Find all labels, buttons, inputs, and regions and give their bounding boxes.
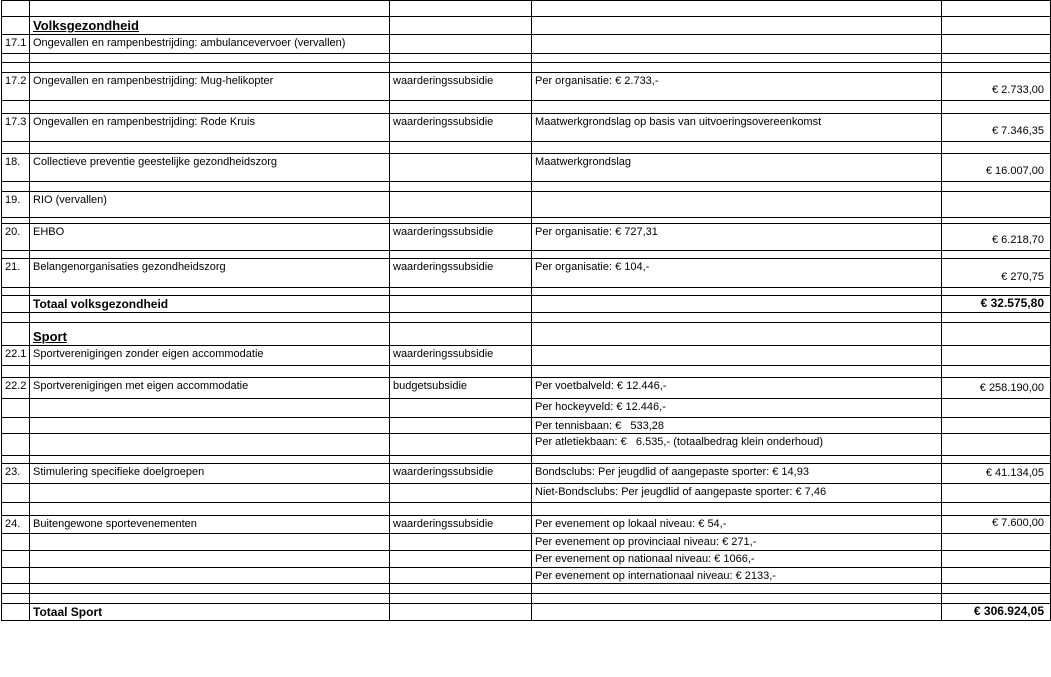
item-row — [2, 114, 1051, 142]
subsidy-type-cell — [390, 604, 532, 621]
amount-cell — [942, 142, 1051, 154]
subsidy-type-cell — [390, 288, 532, 296]
amount-cell — [942, 288, 1051, 296]
subsidy-type-cell — [390, 568, 532, 584]
description-cell: Totaal volksgezondheid — [30, 296, 390, 313]
grondslag-cell — [532, 251, 942, 259]
item-number-cell: 21. — [2, 259, 30, 288]
amount-cell — [942, 1, 1051, 17]
item-row — [2, 35, 1051, 54]
description-cell — [30, 101, 390, 114]
amount-cell: € 270,75 — [942, 259, 1051, 288]
subsidy-type-cell — [390, 534, 532, 551]
item-number-cell — [2, 594, 30, 604]
item-number-cell: 23. — [2, 464, 30, 484]
amount-cell — [942, 594, 1051, 604]
item-row — [2, 154, 1051, 182]
grondslag-cell — [532, 182, 942, 192]
grondslag-cell: Per hockeyveld: € 12.446,- — [532, 399, 942, 418]
spacer-row — [2, 142, 1051, 154]
grondslag-cell — [532, 503, 942, 516]
spacer-row — [2, 251, 1051, 259]
item-row — [2, 434, 1051, 456]
description-cell: Ongevallen en rampenbestrijding: ambulancevervoer (vervallen) — [30, 35, 390, 54]
item-number-cell — [2, 17, 30, 35]
description-cell — [30, 288, 390, 296]
grondslag-cell: Per evenement op lokaal niveau: € 54,- — [532, 516, 942, 534]
spacer-row — [2, 584, 1051, 594]
subsidy-type-cell — [390, 323, 532, 346]
amount-cell: € 41.134,05 — [942, 464, 1051, 484]
description-cell: Sportverenigingen zonder eigen accommodatie — [30, 346, 390, 366]
spacer-row — [2, 456, 1051, 464]
section-row — [2, 323, 1051, 346]
grondslag-cell — [532, 584, 942, 594]
grondslag-cell — [532, 296, 942, 313]
amount-cell — [942, 101, 1051, 114]
total-row — [2, 296, 1051, 313]
item-number-cell — [2, 182, 30, 192]
description-cell: Ongevallen en rampenbestrijding: Rode Kruis — [30, 114, 390, 142]
spacer-row — [2, 54, 1051, 63]
subsidy-type-cell — [390, 182, 532, 192]
amount-cell — [942, 584, 1051, 594]
item-number-cell — [2, 54, 30, 63]
description-cell — [30, 418, 390, 434]
amount-cell — [942, 323, 1051, 346]
amount-cell: € 2.733,00 — [942, 73, 1051, 101]
description-cell: Totaal Sport — [30, 604, 390, 621]
grondslag-cell: Niet-Bondsclubs: Per jeugdlid of aangepaste sporter: € 7,46 — [532, 484, 942, 503]
description-cell — [30, 313, 390, 323]
item-number-cell — [2, 568, 30, 584]
subsidy-type-cell — [390, 434, 532, 456]
item-number-cell: 22.1 — [2, 346, 30, 366]
amount-cell — [942, 366, 1051, 378]
amount-cell — [942, 568, 1051, 584]
description-cell — [30, 534, 390, 551]
subsidy-type-cell: waarderingssubsidie — [390, 114, 532, 142]
subsidy-type-cell — [390, 551, 532, 568]
grondslag-cell: Per tennisbaan: € 533,28 — [532, 418, 942, 434]
item-number-cell — [2, 456, 30, 464]
amount-cell — [942, 346, 1051, 366]
subsidy-type-cell: waarderingssubsidie — [390, 224, 532, 251]
item-number-cell — [2, 534, 30, 551]
subsidy-type-cell — [390, 418, 532, 434]
amount-cell — [942, 54, 1051, 63]
grondslag-cell: Per evenement op provinciaal niveau: € 271,- — [532, 534, 942, 551]
item-number-cell — [2, 551, 30, 568]
item-number-cell — [2, 313, 30, 323]
spacer-row — [2, 366, 1051, 378]
amount-cell — [942, 251, 1051, 259]
grondslag-cell: Per organisatie: € 104,- — [532, 259, 942, 288]
amount-cell: € 16.007,00 — [942, 154, 1051, 182]
subsidy-type-cell — [390, 54, 532, 63]
subsidy-type-cell — [390, 154, 532, 182]
subsidy-type-cell — [390, 17, 532, 35]
description-cell — [30, 503, 390, 516]
item-row — [2, 259, 1051, 288]
subsidy-type-cell — [390, 101, 532, 114]
grondslag-cell — [532, 604, 942, 621]
grondslag-cell — [532, 323, 942, 346]
item-number-cell: 24. — [2, 516, 30, 534]
subsidy-type-cell: waarderingssubsidie — [390, 516, 532, 534]
item-number-cell — [2, 503, 30, 516]
amount-cell — [942, 551, 1051, 568]
amount-cell — [942, 418, 1051, 434]
description-cell — [30, 182, 390, 192]
subsidy-type-cell — [390, 456, 532, 464]
item-number-cell: 18. — [2, 154, 30, 182]
item-number-cell — [2, 366, 30, 378]
spacer-row — [2, 101, 1051, 114]
item-number-cell — [2, 323, 30, 346]
item-number-cell: 17.3 — [2, 114, 30, 142]
description-cell — [30, 456, 390, 464]
grondslag-cell: Per organisatie: € 727,31 — [532, 224, 942, 251]
item-row — [2, 73, 1051, 101]
grondslag-cell — [532, 366, 942, 378]
subsidy-type-cell: budgetsubsidie — [390, 378, 532, 399]
subsidy-type-cell: waarderingssubsidie — [390, 259, 532, 288]
amount-cell — [942, 456, 1051, 464]
amount-cell — [942, 534, 1051, 551]
amount-cell — [942, 17, 1051, 35]
item-number-cell — [2, 584, 30, 594]
description-cell: Volksgezondheid — [30, 17, 390, 35]
subsidy-type-cell — [390, 484, 532, 503]
amount-cell: € 6.218,70 — [942, 224, 1051, 251]
item-row — [2, 568, 1051, 584]
amount-cell — [942, 503, 1051, 516]
item-row — [2, 516, 1051, 534]
description-cell — [30, 54, 390, 63]
spacer-row — [2, 182, 1051, 192]
subsidy-type-cell — [390, 192, 532, 218]
amount-cell — [942, 35, 1051, 54]
item-row — [2, 484, 1051, 503]
spacer-row — [2, 594, 1051, 604]
description-cell — [30, 594, 390, 604]
description-cell: Stimulering specifieke doelgroepen — [30, 464, 390, 484]
subsidy-type-cell — [390, 142, 532, 154]
section-row — [2, 17, 1051, 35]
amount-cell — [942, 399, 1051, 418]
item-number-cell — [2, 288, 30, 296]
item-row — [2, 192, 1051, 218]
amount-cell — [942, 434, 1051, 456]
grondslag-cell: Per voetbalveld: € 12.446,- — [532, 378, 942, 399]
description-cell: Collectieve preventie geestelijke gezondheidszorg — [30, 154, 390, 182]
grondslag-cell: Per evenement op nationaal niveau: € 1066,- — [532, 551, 942, 568]
description-cell: Buitengewone sportevenementen — [30, 516, 390, 534]
amount-cell: € 32.575,80 — [942, 296, 1051, 313]
item-number-cell — [2, 142, 30, 154]
description-cell — [30, 142, 390, 154]
description-cell — [30, 251, 390, 259]
description-cell: Belangenorganisaties gezondheidszorg — [30, 259, 390, 288]
amount-cell — [942, 313, 1051, 323]
grondslag-cell — [532, 142, 942, 154]
spacer-row — [2, 1, 1051, 17]
item-row — [2, 399, 1051, 418]
item-number-cell — [2, 418, 30, 434]
subsidy-table — [1, 0, 1051, 621]
grondslag-cell — [532, 288, 942, 296]
item-number-cell: 17.1 — [2, 35, 30, 54]
item-number-cell — [2, 604, 30, 621]
grondslag-cell: Per organisatie: € 2.733,- — [532, 73, 942, 101]
amount-cell — [942, 182, 1051, 192]
grondslag-cell — [532, 35, 942, 54]
item-row — [2, 534, 1051, 551]
amount-cell: € 7.346,35 — [942, 114, 1051, 142]
grondslag-cell — [532, 192, 942, 218]
description-cell — [30, 63, 390, 73]
description-cell: RIO (vervallen) — [30, 192, 390, 218]
description-cell — [30, 551, 390, 568]
amount-cell: € 306.924,05 — [942, 604, 1051, 621]
grondslag-cell — [532, 594, 942, 604]
grondslag-cell: Per evenement op internationaal niveau: € 2133,- — [532, 568, 942, 584]
spacer-row — [2, 503, 1051, 516]
amount-cell: € 258.190,00 — [942, 378, 1051, 399]
spacer-row — [2, 313, 1051, 323]
grondslag-cell — [532, 17, 942, 35]
amount-cell — [942, 484, 1051, 503]
description-cell: EHBO — [30, 224, 390, 251]
subsidy-type-cell — [390, 503, 532, 516]
amount-cell: € 7.600,00 — [942, 516, 1051, 534]
description-cell — [30, 1, 390, 17]
item-number-cell: 20. — [2, 224, 30, 251]
item-number-cell: 19. — [2, 192, 30, 218]
grondslag-cell — [532, 101, 942, 114]
description-cell — [30, 584, 390, 594]
subsidy-type-cell — [390, 63, 532, 73]
description-cell: Ongevallen en rampenbestrijding: Mug-helikopter — [30, 73, 390, 101]
item-row — [2, 464, 1051, 484]
item-number-cell — [2, 434, 30, 456]
item-number-cell — [2, 399, 30, 418]
subsidy-type-cell — [390, 399, 532, 418]
item-row — [2, 224, 1051, 251]
grondslag-cell — [532, 1, 942, 17]
item-number-cell — [2, 251, 30, 259]
amount-cell — [942, 63, 1051, 73]
item-number-cell — [2, 101, 30, 114]
item-row — [2, 378, 1051, 399]
item-number-cell — [2, 1, 30, 17]
subsidy-type-cell — [390, 251, 532, 259]
subsidy-type-cell — [390, 594, 532, 604]
subsidy-type-cell: waarderingssubsidie — [390, 346, 532, 366]
subsidy-type-cell — [390, 296, 532, 313]
description-cell — [30, 366, 390, 378]
total-row — [2, 604, 1051, 621]
grondslag-cell: Per atletiekbaan: € 6.535,- (totaalbedrag klein onderhoud) — [532, 434, 942, 456]
description-cell — [30, 484, 390, 503]
grondslag-cell — [532, 313, 942, 323]
subsidy-table-body — [2, 1, 1051, 621]
grondslag-cell — [532, 54, 942, 63]
subsidy-type-cell: waarderingssubsidie — [390, 73, 532, 101]
description-cell — [30, 434, 390, 456]
spacer-row — [2, 63, 1051, 73]
grondslag-cell: Maatwerkgrondslag — [532, 154, 942, 182]
description-cell: Sport — [30, 323, 390, 346]
description-cell: Sportverenigingen met eigen accommodatie — [30, 378, 390, 399]
subsidy-type-cell — [390, 584, 532, 594]
item-number-cell: 22.2 — [2, 378, 30, 399]
spacer-row — [2, 288, 1051, 296]
subsidy-type-cell — [390, 366, 532, 378]
grondslag-cell: Maatwerkgrondslag op basis van uitvoeringsovereenkomst — [532, 114, 942, 142]
subsidy-type-cell — [390, 35, 532, 54]
subsidy-type-cell: waarderingssubsidie — [390, 464, 532, 484]
grondslag-cell: Bondsclubs: Per jeugdlid of aangepaste sporter: € 14,93 — [532, 464, 942, 484]
item-number-cell — [2, 63, 30, 73]
item-number-cell — [2, 296, 30, 313]
grondslag-cell — [532, 456, 942, 464]
item-row — [2, 418, 1051, 434]
item-row — [2, 551, 1051, 568]
description-cell — [30, 399, 390, 418]
subsidy-type-cell — [390, 313, 532, 323]
item-number-cell — [2, 484, 30, 503]
item-number-cell: 17.2 — [2, 73, 30, 101]
subsidy-type-cell — [390, 1, 532, 17]
description-cell — [30, 568, 390, 584]
grondslag-cell — [532, 63, 942, 73]
grondslag-cell — [532, 346, 942, 366]
amount-cell — [942, 192, 1051, 218]
item-row — [2, 346, 1051, 366]
